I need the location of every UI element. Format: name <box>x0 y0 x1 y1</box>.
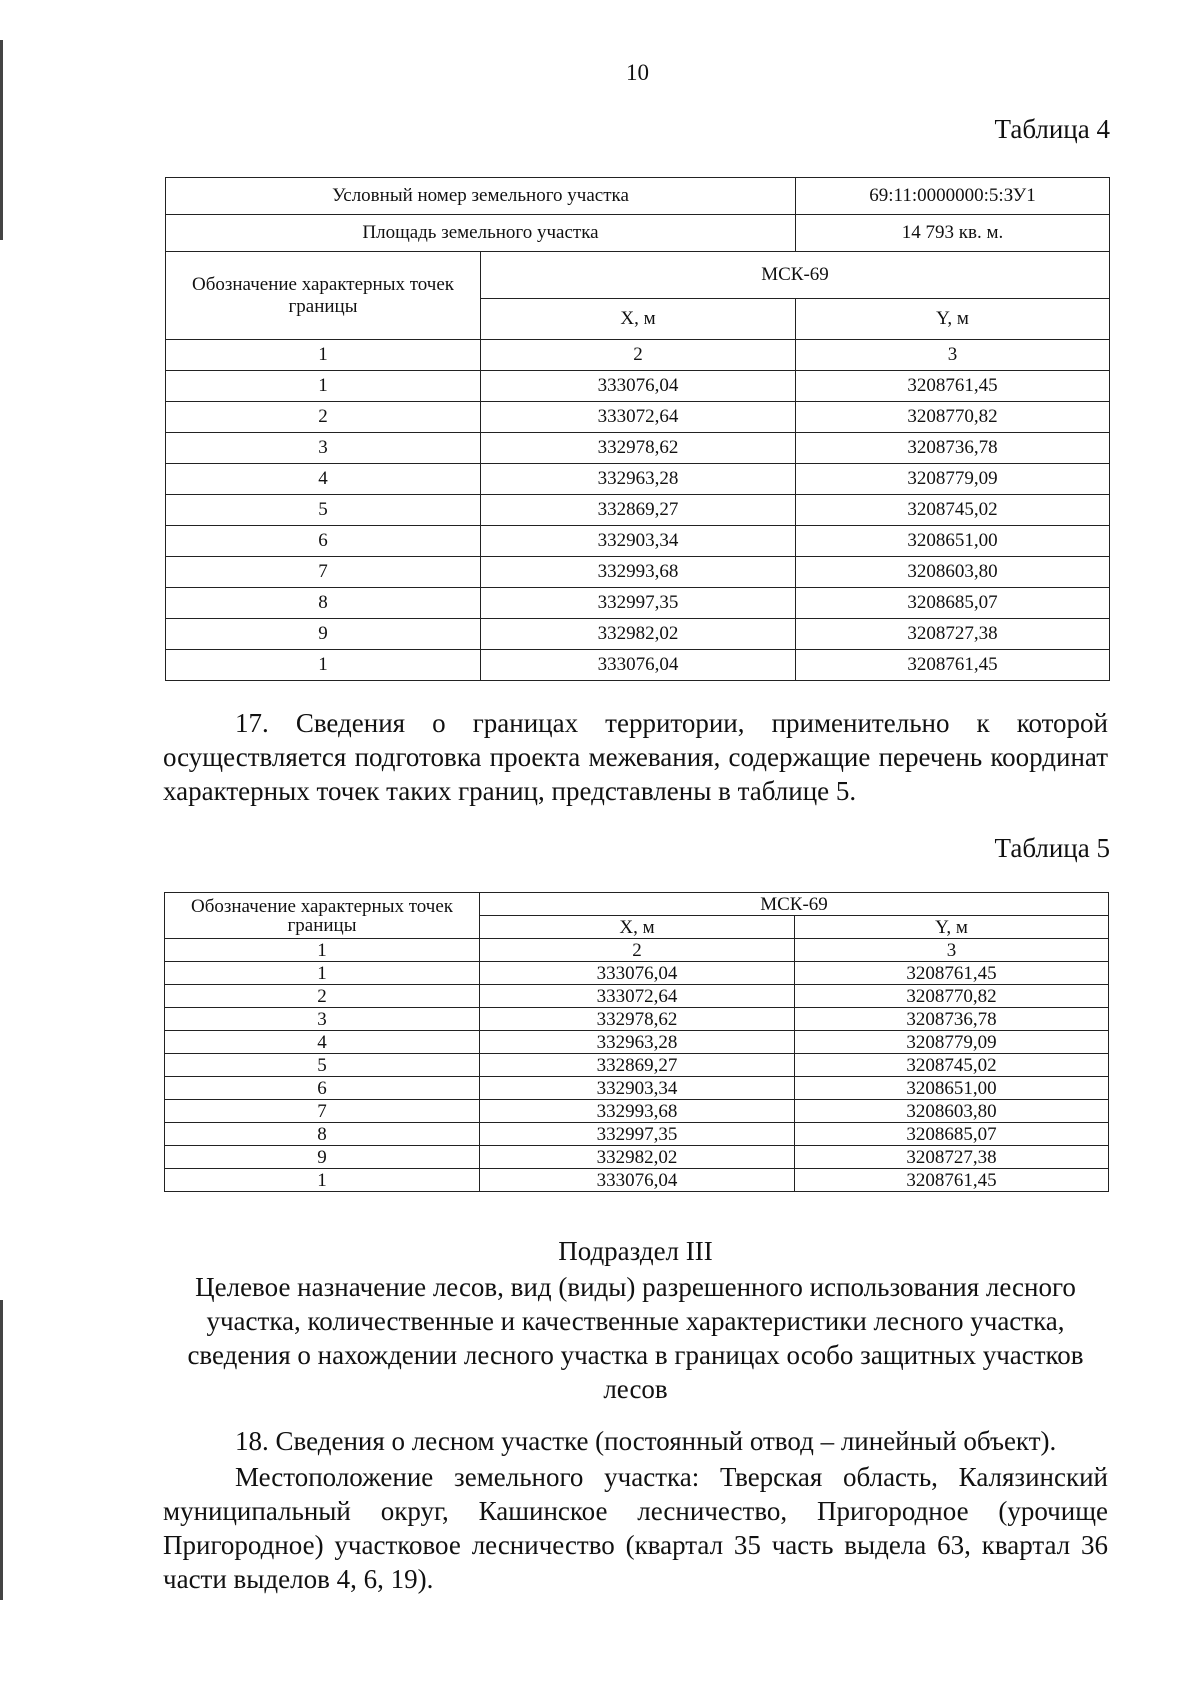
y-coordinate-cell: 3208651,00 <box>795 1077 1109 1100</box>
points-header: Обозначение характерных точек границы <box>165 893 480 939</box>
point-cell: 1 <box>166 371 481 402</box>
x-header: X, м <box>480 916 795 939</box>
x-coordinate-cell: 332993,68 <box>480 1100 795 1123</box>
page-number: 10 <box>626 60 649 85</box>
y-coordinate-cell: 3208603,80 <box>795 1100 1109 1123</box>
scan-edge-mark <box>0 1300 3 1600</box>
table-row <box>165 1146 1109 1169</box>
point-cell: 8 <box>165 1123 480 1146</box>
y-coordinate-cell: 3208651,00 <box>796 526 1110 557</box>
table-row <box>166 178 1110 215</box>
column-number: 3 <box>796 340 1110 371</box>
table-row <box>165 1008 1109 1031</box>
table-row <box>165 893 1109 916</box>
y-coordinate-cell: 3208761,45 <box>796 371 1110 402</box>
point-cell: 1 <box>166 650 481 681</box>
point-cell: 1 <box>165 962 480 985</box>
location-paragraph: Местоположение земельного участка: Тверская область, Калязинский муниципальный округ, Кашинское лесничество, Пригородное (урочище Пригородное) участковое лесничество (квартал 35 часть выдела 63, квартал 36 части выделов 4, 6, 19). <box>163 1462 1108 1594</box>
y-coordinate-cell: 3208727,38 <box>796 619 1110 650</box>
table-row <box>166 215 1110 252</box>
point-cell: 3 <box>166 433 481 464</box>
column-number: 1 <box>165 939 480 962</box>
x-coordinate-cell: 332963,28 <box>480 1031 795 1054</box>
x-coordinate-cell: 333076,04 <box>481 650 796 681</box>
coordinates-table-5 <box>164 892 1109 1192</box>
y-coordinate-cell: 3208761,45 <box>796 650 1110 681</box>
table-row <box>165 1077 1109 1100</box>
x-coordinate-cell: 332869,27 <box>481 495 796 526</box>
area-label: Площадь земельного участка <box>166 215 796 252</box>
x-header: X, м <box>481 299 796 340</box>
y-coordinate-cell: 3208603,80 <box>796 557 1110 588</box>
table-row <box>165 1100 1109 1123</box>
point-cell: 9 <box>166 619 481 650</box>
table-row <box>165 1054 1109 1077</box>
coordinate-system-header: МСК-69 <box>480 893 1109 916</box>
table-row <box>166 252 1110 299</box>
area-value: 14 793 кв. м. <box>796 215 1110 252</box>
point-cell: 2 <box>165 985 480 1008</box>
y-coordinate-cell: 3208736,78 <box>795 1008 1109 1031</box>
y-header: Y, м <box>796 299 1110 340</box>
y-coordinate-cell: 3208770,82 <box>795 985 1109 1008</box>
y-coordinate-cell: 3208727,38 <box>795 1146 1109 1169</box>
parcel-number-label: Условный номер земельного участка <box>166 178 796 215</box>
point-cell: 7 <box>165 1100 480 1123</box>
y-coordinate-cell: 3208770,82 <box>796 402 1110 433</box>
table-row <box>166 588 1110 619</box>
y-coordinate-cell: 3208779,09 <box>796 464 1110 495</box>
table-4-caption: Таблица 4 <box>994 114 1110 144</box>
x-coordinate-cell: 332903,34 <box>481 526 796 557</box>
subsection-title: Подраздел III <box>558 1236 713 1266</box>
point-cell: 5 <box>165 1054 480 1077</box>
x-coordinate-cell: 333072,64 <box>481 402 796 433</box>
x-coordinate-cell: 332869,27 <box>480 1054 795 1077</box>
point-cell: 8 <box>166 588 481 619</box>
point-cell: 2 <box>166 402 481 433</box>
y-header: Y, м <box>795 916 1109 939</box>
x-coordinate-cell: 332982,02 <box>480 1146 795 1169</box>
column-numbers-row <box>165 939 1109 962</box>
column-number: 2 <box>481 340 796 371</box>
x-coordinate-cell: 333076,04 <box>481 371 796 402</box>
subsection-heading: Целевое назначение лесов, вид (виды) разрешенного использования лесного участка, количественные и качественные характеристики лесного участка, сведения о нахождении лесного участка в границах особо защитных участков лесов <box>187 1272 1084 1404</box>
point-cell: 6 <box>165 1077 480 1100</box>
point-cell: 7 <box>166 557 481 588</box>
x-coordinate-cell: 333076,04 <box>480 1169 795 1192</box>
x-coordinate-cell: 333076,04 <box>480 962 795 985</box>
x-coordinate-cell: 332982,02 <box>481 619 796 650</box>
table-row <box>165 962 1109 985</box>
paragraph-17: 17. Сведения о границах территории, применительно к которой осуществляется подготовка проекта межевания, содержащие перечень координат характерных точек таких границ, представлены в таблице 5. <box>163 708 1108 806</box>
x-coordinate-cell: 332978,62 <box>481 433 796 464</box>
table-row <box>166 433 1110 464</box>
column-number: 2 <box>480 939 795 962</box>
points-header: Обозначение характерных точек границы <box>166 252 481 340</box>
point-cell: 9 <box>165 1146 480 1169</box>
y-coordinate-cell: 3208761,45 <box>795 962 1109 985</box>
x-coordinate-cell: 332978,62 <box>480 1008 795 1031</box>
y-coordinate-cell: 3208745,02 <box>796 495 1110 526</box>
y-coordinate-cell: 3208779,09 <box>795 1031 1109 1054</box>
point-cell: 3 <box>165 1008 480 1031</box>
table-row <box>166 526 1110 557</box>
paragraph-18: 18. Сведения о лесном участке (постоянный отвод – линейный объект). <box>235 1426 1057 1456</box>
point-cell: 1 <box>165 1169 480 1192</box>
table-row <box>166 371 1110 402</box>
point-cell: 6 <box>166 526 481 557</box>
table-row <box>165 1123 1109 1146</box>
table-row <box>166 650 1110 681</box>
x-coordinate-cell: 333072,64 <box>480 985 795 1008</box>
table-row <box>165 1169 1109 1192</box>
x-coordinate-cell: 332993,68 <box>481 557 796 588</box>
x-coordinate-cell: 332903,34 <box>480 1077 795 1100</box>
point-cell: 5 <box>166 495 481 526</box>
table-row <box>165 1031 1109 1054</box>
y-coordinate-cell: 3208736,78 <box>796 433 1110 464</box>
table-row <box>166 464 1110 495</box>
column-number: 1 <box>166 340 481 371</box>
y-coordinate-cell: 3208685,07 <box>795 1123 1109 1146</box>
coordinate-system-header: МСК-69 <box>481 252 1110 299</box>
x-coordinate-cell: 332963,28 <box>481 464 796 495</box>
x-coordinate-cell: 332997,35 <box>481 588 796 619</box>
table-row <box>166 619 1110 650</box>
column-numbers-row <box>166 340 1110 371</box>
table-row <box>166 495 1110 526</box>
coordinates-table-4 <box>165 177 1110 681</box>
y-coordinate-cell: 3208761,45 <box>795 1169 1109 1192</box>
y-coordinate-cell: 3208745,02 <box>795 1054 1109 1077</box>
parcel-number-value: 69:11:0000000:5:ЗУ1 <box>796 178 1110 215</box>
table-row <box>166 402 1110 433</box>
column-number: 3 <box>795 939 1109 962</box>
point-cell: 4 <box>166 464 481 495</box>
point-cell: 4 <box>165 1031 480 1054</box>
y-coordinate-cell: 3208685,07 <box>796 588 1110 619</box>
table-row <box>166 557 1110 588</box>
x-coordinate-cell: 332997,35 <box>480 1123 795 1146</box>
table-5-caption: Таблица 5 <box>994 833 1110 863</box>
table-row <box>165 985 1109 1008</box>
